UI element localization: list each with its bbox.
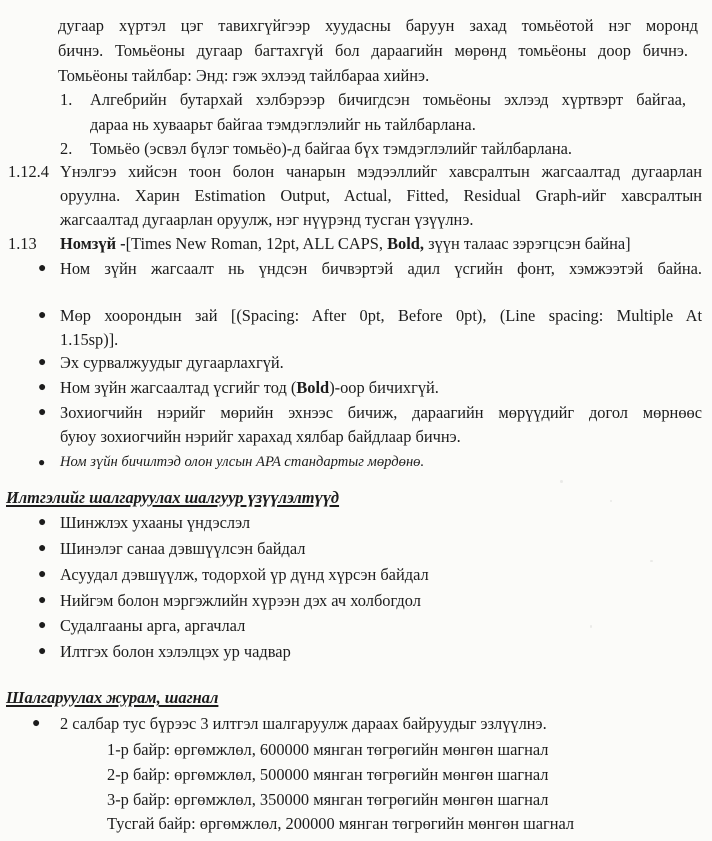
- intro-item-1-number: 1.: [60, 90, 73, 109]
- section-1-12-4-number: 1.12.4: [8, 162, 49, 181]
- bullet-icon: ●: [38, 644, 47, 659]
- section-1-13-title-bold-2: Bold,: [387, 234, 425, 253]
- section-1-12-4-line-2: оруулна. Харин Estimation Output, Actual, Fitted, Residual Graph-ийг хавсралтын: [60, 186, 702, 205]
- criteria-item-1: Шинжлэх ухааны үндэслэл: [60, 513, 250, 532]
- intro-item-1-line-1: Алгебрийн бутархай хэлбэрээр бичигдсэн томьёоны эхлээд хүртвэрт байгаа,: [90, 90, 686, 109]
- bullet-icon: ●: [38, 405, 47, 420]
- section-1-13-title-rest-b: зүүн талаас зэрэгцсэн байна]: [424, 234, 631, 253]
- ref-bullet-4-post: )-оор бичихгүй.: [329, 378, 439, 397]
- scan-speck: [650, 560, 653, 562]
- scan-speck: [610, 500, 612, 502]
- bullet-icon: ●: [38, 593, 47, 608]
- prize-4: Тусгай байр: өргөмжлөл, 200000 мянган төгрөгийн мөнгөн шагнал: [107, 814, 575, 833]
- scan-speck: [560, 480, 563, 483]
- section-1-13-title-rest-a: [Times New Roman, 12pt, ALL CAPS,: [125, 234, 388, 253]
- criteria-heading: Илтгэлийг шалгаруулах шалгуур үзүүлэлтүүд: [6, 488, 340, 507]
- prize-1: 1-р байр: өргөмжлөл, 600000 мянган төгрөгийн мөнгөн шагнал: [107, 740, 549, 759]
- ref-bullet-5-line-2: буюу зохиогчийн нэрийг харахад хялбар байдлаар бичнэ.: [60, 427, 461, 446]
- intro-item-2-number: 2.: [60, 139, 73, 158]
- intro-line-2: бичнэ. Томьёоны дугаар багтахгүй бол дараагийн мөрөнд томьёоны доор бичнэ.: [58, 41, 688, 60]
- bullet-icon: ●: [38, 261, 47, 276]
- procedure-heading: Шалгаруулах журам, шагнал: [6, 688, 219, 707]
- ref-bullet-6-italic: Ном зүйн бичилтэд олон улсын APA стандартыг мөрдөнө.: [60, 454, 425, 470]
- ref-bullet-3-line-1: Эх сурвалжуудыг дугаарлахгүй.: [60, 353, 284, 372]
- criteria-item-3: Асуудал дэвшүүлж, тодорхой үр дүнд хүрсэн байдал: [60, 565, 429, 584]
- ref-bullet-5-line-1: Зохиогчийн нэрийг мөрийн эхнээс бичиж, дараагийн мөрүүдийг догол мөрнөөс: [60, 403, 702, 422]
- ref-bullet-4-bold: Bold: [296, 378, 330, 397]
- section-1-13-number: 1.13: [8, 234, 37, 253]
- intro-item-1-line-2: дараа нь хуваарьт байгаа тэмдэглэлийг нь тайлбарлана.: [90, 115, 476, 134]
- bullet-icon: ●: [38, 515, 47, 530]
- intro-item-2-line-1: Томьёо (эсвэл бүлэг томьёо)-д байгаа бүх тэмдэглэлийг тайлбарлана.: [90, 139, 573, 158]
- scan-speck: [590, 625, 592, 628]
- section-1-12-4-line-3: жагсаалтад дугаарлан оруулж, нэг нүүрэнд тусган үзүүлнэ.: [60, 210, 474, 229]
- intro-line-1: дугаар хүртэл цэг тавихгүйгээр хуудасны баруун захад томьёотой нэг моронд: [58, 16, 698, 35]
- ref-bullet-4-line-1: [60, 377, 439, 399]
- section-1-12-4-line-1: Үнэлгээ хийсэн тоон болон чанарын мэдээллийг хавсралтын жагсаалтад дугаарлан: [60, 162, 702, 181]
- section-1-13-title-bold: Номзүй -: [60, 234, 126, 253]
- prize-2: 2-р байр: өргөмжлөл, 500000 мянган төгрөгийн мөнгөн шагнал: [107, 765, 549, 784]
- prize-3: 3-р байр: өргөмжлөл, 350000 мянган төгрөгийн мөнгөн шагнал: [107, 790, 549, 809]
- bullet-icon: ●: [38, 308, 47, 323]
- ref-bullet-4-pre: Ном зүйн жагсаалтад үсгийг тод (: [60, 378, 297, 397]
- criteria-item-2: Шинэлэг санаа дэвшүүлсэн байдал: [60, 539, 306, 558]
- ref-bullet-1-line-1: Ном зүйн жагсаалт нь үндсэн бичвэртэй адил үсгийн фонт, хэмжээтэй байна.: [60, 259, 702, 278]
- bullet-icon: ●: [38, 567, 47, 582]
- intro-line-3: Томьёоны тайлбар: Энд: гэж эхлээд тайлбараа хийнэ.: [58, 66, 430, 85]
- ref-bullet-2-line-2: 1.15sp)].: [60, 330, 119, 349]
- criteria-item-5: Судалгааны арга, аргачлал: [60, 616, 246, 635]
- bullet-icon: ●: [38, 380, 47, 395]
- bullet-icon: ●: [32, 716, 41, 731]
- criteria-item-6: Илтгэх болон хэлэлцэх ур чадвар: [60, 642, 291, 661]
- section-1-13-title: [60, 233, 631, 255]
- criteria-item-4: Нийгэм болон мэргэжлийн хүрээн дэх ач холбогдол: [60, 591, 421, 610]
- procedure-bullet: 2 салбар тус бүрээс 3 илтгэл шалгаруулж дараах байруудыг эзлүүлнэ.: [60, 714, 547, 733]
- bullet-icon: ●: [38, 541, 47, 556]
- bullet-icon: ●: [38, 455, 46, 469]
- ref-bullet-2-line-1: Мөр хоорондын зай [(Spacing: After 0pt, Before 0pt), (Line spacing: Multiple At: [60, 306, 702, 325]
- bullet-icon: ●: [38, 618, 47, 633]
- bullet-icon: ●: [38, 355, 47, 370]
